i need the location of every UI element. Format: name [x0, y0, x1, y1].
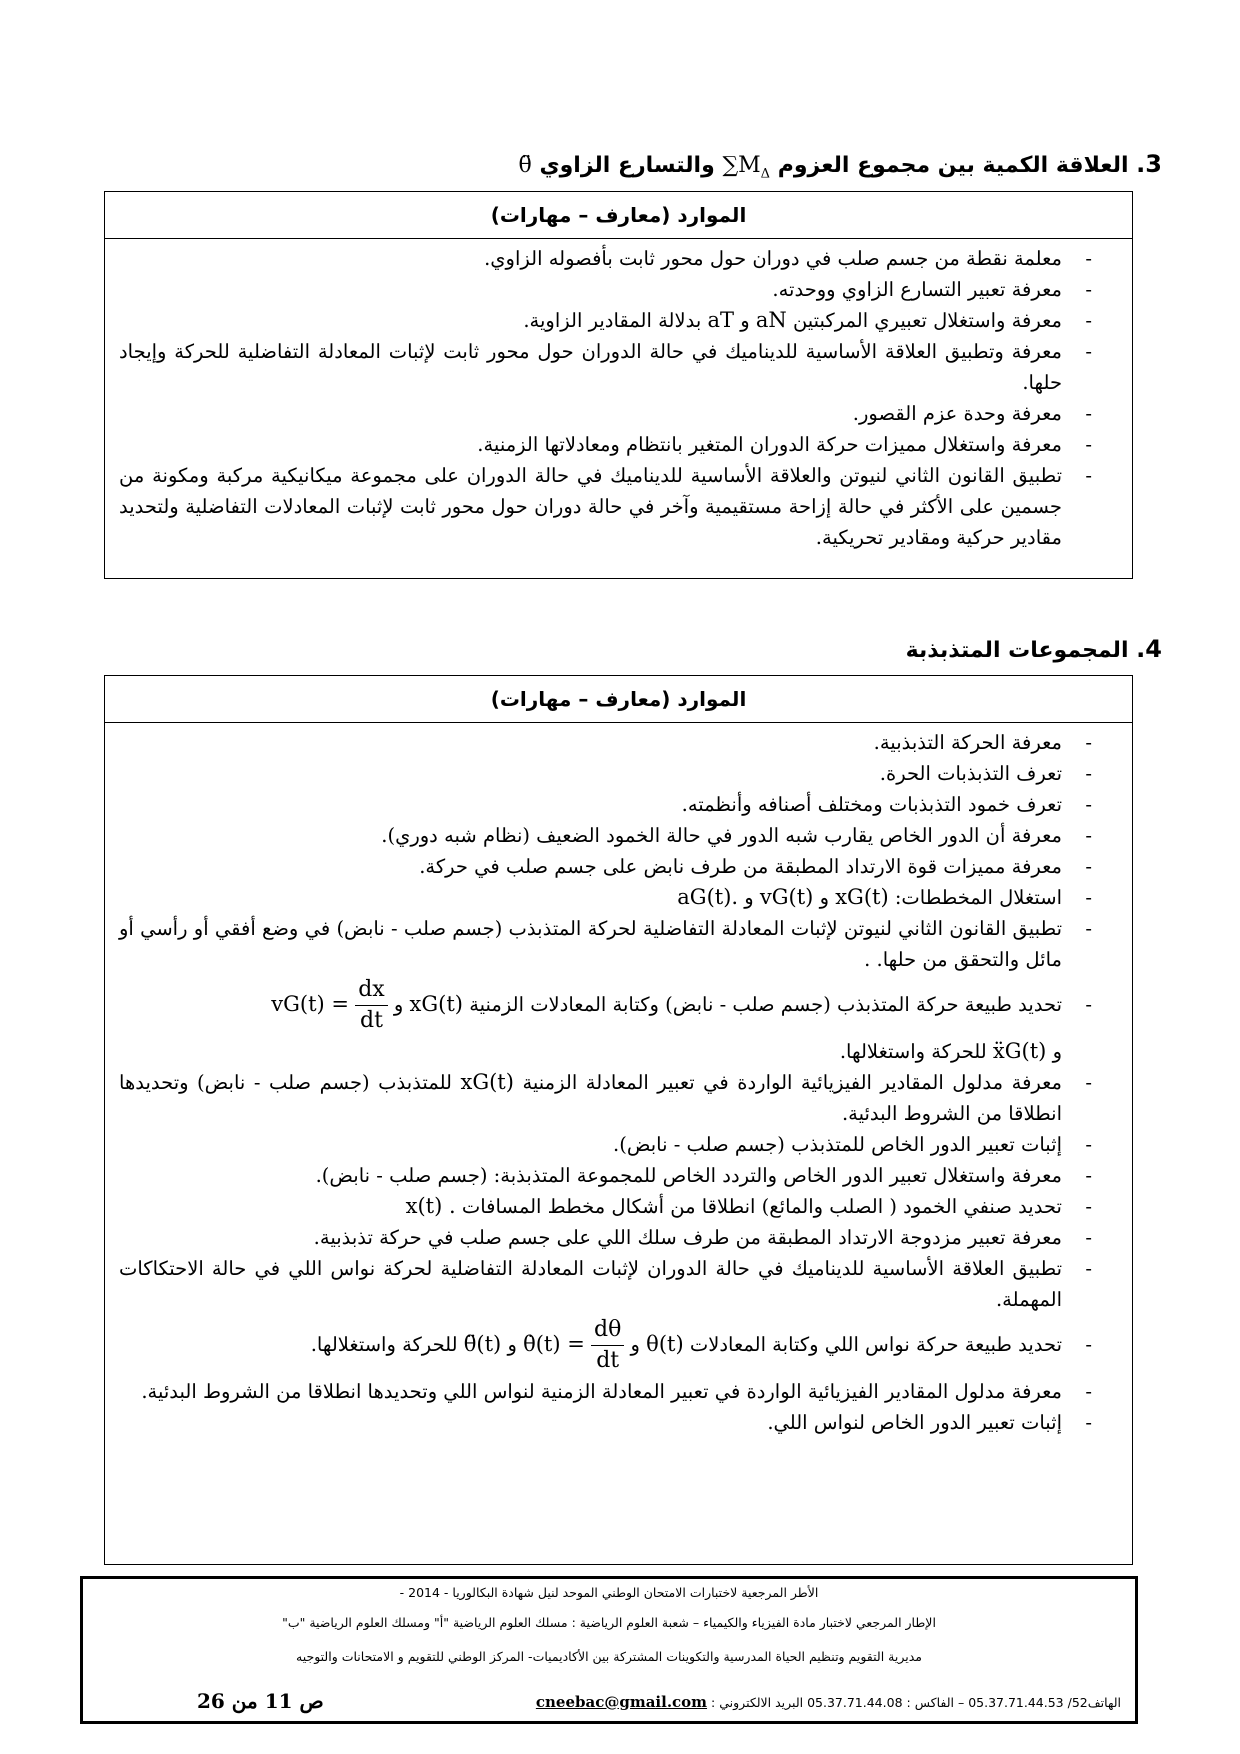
- fraction-denominator: dt: [596, 1348, 620, 1373]
- list-item: - معرفة أن الدور الخاص يقارب شبه الدور في حالة الخمود الضعيف (نظام شبه دوري).: [381, 824, 1092, 847]
- list-item: - تحديد طبيعة حركة المتذبذب (جسم صلب - نابض) وكتابة المعادلات الزمنية xG(t) و vG(t) = $\frac{dx}{dt}$ و ẍG(t) للحركة واستغلالها.: [271, 977, 1092, 1063]
- conjunction: و: [630, 1333, 640, 1356]
- item-text: معرفة مدلول المقادير الفيزيائية الواردة في تعبير المعادلة الزمنية: [522, 1071, 1063, 1094]
- section-3-title-tail: والتسارع الزاوي: [539, 153, 715, 178]
- item-text: معرفة مدلول المقادير الفيزيائية الواردة في تعبير المعادلة الزمنية لنواس اللي وتحديدها انطلاقا من الشروط البدئية.: [141, 1380, 1062, 1403]
- item-text: معرفة أن الدور الخاص يقارب شبه الدور في حالة الخمود الضعيف (نظام شبه دوري).: [381, 824, 1062, 847]
- list-item: - تطبيق القانون الثاني لنيوتن والعلاقة الأساسية للديناميك في حالة الدوران على مجموعة ميكانيكية مركبة ومكونة من جسمين على الأكثر في حالة إزاحة مستقيمية وآخر في حالة دوران حول محور ثابت لإثبات المعادلات التفاضلية ولتحديد مقادير حركية ومقادير تحريكية.: [119, 464, 1092, 549]
- item-text: تطبيق القانون الثاني لنيوتن لإثبات المعادلة التفاضلية لحركة المتذبذب (جسم صلب - نابض) في وضع أفقي أو رأسي أو مائل والتحقق من حلها. .: [119, 917, 1062, 971]
- section-3-number: 3.: [1136, 150, 1162, 178]
- item-text: استغلال المخططات:: [894, 886, 1062, 909]
- list-item: - معرفة مدلول المقادير الفيزيائية الواردة في تعبير المعادلة الزمنية لنواس اللي وتحديدها انطلاقا من الشروط البدئية.: [141, 1380, 1092, 1403]
- sum-moments-symbol: ∑M: [722, 153, 761, 178]
- footer-line-1: الأطر المرجعية لاختبارات الامتحان الوطني الموحد لنيل شهادة البكالوريا - 2014 -: [399, 1585, 819, 1600]
- item-text: معرفة واستغلال مميزات حركة الدوران المتغير بانتظام ومعادلاتها الزمنية.: [477, 433, 1062, 456]
- conjunction: و: [1052, 1040, 1062, 1063]
- sum-moments-math: [722, 153, 771, 182]
- conjunction: و: [744, 886, 754, 909]
- list-item: - تعرف خمود التذبذبات ومختلف أصنافه وأنظمته.: [681, 793, 1092, 816]
- item-text: للحركة واستغلالها.: [310, 1333, 458, 1356]
- conjunction: و: [819, 886, 829, 909]
- list-item: - معرفة الحركة التذبذبية.: [873, 731, 1092, 754]
- velocity-equation: [271, 977, 387, 1033]
- list-item: - معرفة وتطبيق العلاقة الأساسية للديناميك في حالة الدوران حول محور ثابت لإثبات المعادلة التفاضلية للحركة وإيجاد حلها.: [119, 340, 1092, 394]
- item-text: إثبات تعبير الدور الخاص للمتذبذب (جسم صلب - نابض).: [613, 1133, 1062, 1156]
- footer-contact: [536, 1693, 1121, 1711]
- page-number: ص 11 من 26: [197, 1689, 324, 1713]
- list-item: - استغلال المخططات: xG(t) و vG(t) و aG(t).: [677, 885, 1092, 909]
- math-aN: aN: [755, 308, 787, 332]
- list-item: - معرفة واستغلال مميزات حركة الدوران المتغير بانتظام ومعادلاتها الزمنية.: [477, 433, 1092, 456]
- resources-header: الموارد (معارف – مهارات): [105, 676, 1132, 723]
- math-vG: vG(t): [759, 885, 814, 909]
- list-item: - إثبات تعبير الدور الخاص لنواس اللي.: [767, 1411, 1092, 1434]
- page-footer: [80, 1576, 1138, 1724]
- item-text: معرفة تعبير التسارع الزاوي ووحدته.: [772, 278, 1062, 301]
- item-text: معرفة مميزات قوة الارتداد المطبقة من طرف نابض على جسم صلب في حركة.: [419, 855, 1062, 878]
- list-item: - معرفة واستغلال تعبيري المركبتين aN و aT بدلالة المقادير الزاوية.: [523, 308, 1092, 332]
- section-3-resources-table: [104, 191, 1133, 579]
- fraction-numerator: dx: [355, 975, 388, 1006]
- email-link[interactable]: cneebac@gmail.com: [535, 1693, 708, 1711]
- math-theta-dot: θ̇(t) =: [523, 1332, 585, 1356]
- item-text: بدلالة المقادير الزاوية.: [523, 309, 702, 332]
- footer-contact-row: [97, 1689, 1121, 1715]
- item-text: للمتذبذب (جسم صلب - نابض) وتحديدها انطلاقا من الشروط البدئية.: [119, 1071, 1062, 1125]
- item-text: معرفة واستغلال تعبير الدور الخاص والتردد الخاص للمجموعة المتذبذبة: (جسم صلب - نابض).: [315, 1164, 1062, 1187]
- footer-line-3: مديرية التقويم وتنظيم الحياة المدرسية والتكوينات المشتركة بين الأكاديميات- المركز الوطني للتقويم و الامتحانات والتوجيه: [296, 1649, 922, 1664]
- math-theta-ddot: θ̈(t): [463, 1332, 502, 1356]
- list-item: - إثبات تعبير الدور الخاص للمتذبذب (جسم صلب - نابض).: [613, 1133, 1092, 1156]
- item-text: تعرف التذبذبات الحرة.: [879, 762, 1062, 785]
- fraction-dtheta-dt: [591, 1315, 624, 1376]
- list-item: - معرفة مميزات قوة الارتداد المطبقة من طرف نابض على جسم صلب في حركة.: [419, 855, 1092, 878]
- item-text: معرفة الحركة التذبذبية.: [873, 731, 1062, 754]
- list-item: - تحديد طبيعة حركة نواس اللي وكتابة المعادلات θ(t) و θ̇(t) = $\frac{d\theta}{dt}$ و θ̈(t) للحركة واستغلالها.: [105, 1315, 1132, 1376]
- item-text: تطبيق القانون الثاني لنيوتن والعلاقة الأساسية للديناميك في حالة الدوران على مجموعة ميكانيكية مركبة ومكونة من جسمين على الأكثر في حالة إزاحة مستقيمية وآخر في حالة دوران حول محور ثابت لإثبات المعادلات التفاضلية ولتحديد مقادير حركية ومقادير تحريكية.: [119, 464, 1062, 549]
- math-xG-ddot: ẍG(t): [992, 1039, 1047, 1063]
- item-text: تحديد طبيعة حركة نواس اللي وكتابة المعادلات: [689, 1333, 1062, 1356]
- delta-subscript: Δ: [760, 166, 771, 182]
- theta-double-dot: θ̈: [518, 153, 532, 178]
- list-item: - معرفة تعبير التسارع الزاوي ووحدته.: [772, 278, 1092, 301]
- math-theta: θ(t): [646, 1332, 684, 1356]
- item-text: معلمة نقطة من جسم صلب في دوران حول محور ثابت بأفصوله الزاوي.: [484, 247, 1062, 270]
- section-4-list: [105, 723, 1132, 1444]
- list-item: - معلمة نقطة من جسم صلب في دوران حول محور ثابت بأفصوله الزاوي.: [484, 247, 1092, 270]
- fraction-numerator: dθ: [591, 1315, 624, 1346]
- math-aT: aT: [707, 308, 734, 332]
- item-text: معرفة تعبير مزدوجة الارتداد المطبقة من طرف سلك اللي على جسم صلب في حركة تذبذبية.: [313, 1226, 1062, 1249]
- list-item: - تطبيق القانون الثاني لنيوتن لإثبات المعادلة التفاضلية لحركة المتذبذب (جسم صلب - نابض) في وضع أفقي أو رأسي أو مائل والتحقق من حلها. .: [119, 917, 1092, 971]
- list-item: - تحديد صنفي الخمود ( الصلب والمائع) انطلاقا من أشكال مخطط المسافات x(t) .: [405, 1194, 1092, 1218]
- resources-header: الموارد (معارف – مهارات): [105, 192, 1132, 239]
- item-text: تطبيق العلاقة الأساسية للديناميك في حالة الدوران لإثبات المعادلة التفاضلية لحركة نواس اللي في حالة الاحتكاكات المهملة.: [119, 1257, 1062, 1311]
- math-xG: xG(t): [460, 1070, 514, 1094]
- section-4-title: [906, 635, 1162, 663]
- contact-text: الهاتف52/ 05.37.71.44.53 – الفاكس : 05.37.71.44.08 البريد الالكتروني :: [711, 1695, 1121, 1710]
- footer-line-2: الإطار المرجعي لاختبار مادة الفيزياء والكيمياء – شعبة العلوم الرياضية : مسلك العلوم الرياضية "أ" ومسلك العلوم الرياضية "ب": [282, 1615, 936, 1630]
- conjunction: و: [740, 309, 750, 332]
- math-aG: aG(t).: [677, 885, 739, 909]
- list-item: - معرفة تعبير مزدوجة الارتداد المطبقة من طرف سلك اللي على جسم صلب في حركة تذبذبية.: [313, 1226, 1092, 1249]
- section-3-title: [519, 150, 1162, 181]
- math-xG: xG(t): [835, 885, 889, 909]
- math-x-t: x(t) .: [405, 1194, 456, 1218]
- fraction-dx-dt: [355, 975, 388, 1036]
- section-4-resources-table: [104, 675, 1133, 1565]
- math-xG: xG(t): [409, 992, 463, 1016]
- item-text: تحديد صنفي الخمود ( الصلب والمائع) انطلاقا من أشكال مخطط المسافات: [461, 1195, 1062, 1218]
- list-item: - معرفة واستغلال تعبير الدور الخاص والتردد الخاص للمجموعة المتذبذبة: (جسم صلب - نابض).: [315, 1164, 1092, 1187]
- list-item: - تطبيق العلاقة الأساسية للديناميك في حالة الدوران لإثبات المعادلة التفاضلية لحركة نواس اللي في حالة الاحتكاكات المهملة.: [119, 1257, 1092, 1311]
- item-text: للحركة واستغلالها.: [839, 1040, 987, 1063]
- item-text: تعرف خمود التذبذبات ومختلف أصنافه وأنظمته.: [681, 793, 1062, 816]
- item-text: إثبات تعبير الدور الخاص لنواس اللي.: [767, 1411, 1062, 1434]
- list-item: - معرفة مدلول المقادير الفيزيائية الواردة في تعبير المعادلة الزمنية xG(t) للمتذبذب (جسم صلب - نابض) وتحديدها انطلاقا من الشروط البدئية.: [119, 1070, 1092, 1125]
- list-item: - معرفة وحدة عزم القصور.: [852, 402, 1092, 425]
- item-text: معرفة وحدة عزم القصور.: [852, 402, 1062, 425]
- section-4-number: 4.: [1136, 635, 1162, 663]
- item-text: معرفة واستغلال تعبيري المركبتين: [792, 309, 1062, 332]
- math-vG: vG(t) =: [271, 992, 350, 1016]
- conjunction: و: [393, 993, 404, 1016]
- conjunction: و: [507, 1333, 517, 1356]
- fraction-denominator: dt: [360, 1008, 383, 1033]
- section-3-title-text: العلاقة الكمية بين مجموع العزوم: [777, 153, 1129, 178]
- item-text: معرفة وتطبيق العلاقة الأساسية للديناميك في حالة الدوران حول محور ثابت لإثبات المعادلة التفاضلية للحركة وإيجاد حلها.: [119, 340, 1062, 394]
- section-3-list: [105, 239, 1132, 559]
- list-item: - تعرف التذبذبات الحرة.: [879, 762, 1092, 785]
- section-4-title-text: المجموعات المتذبذبة: [905, 638, 1129, 663]
- item-text: تحديد طبيعة حركة المتذبذب (جسم صلب - نابض) وكتابة المعادلات الزمنية: [469, 993, 1062, 1016]
